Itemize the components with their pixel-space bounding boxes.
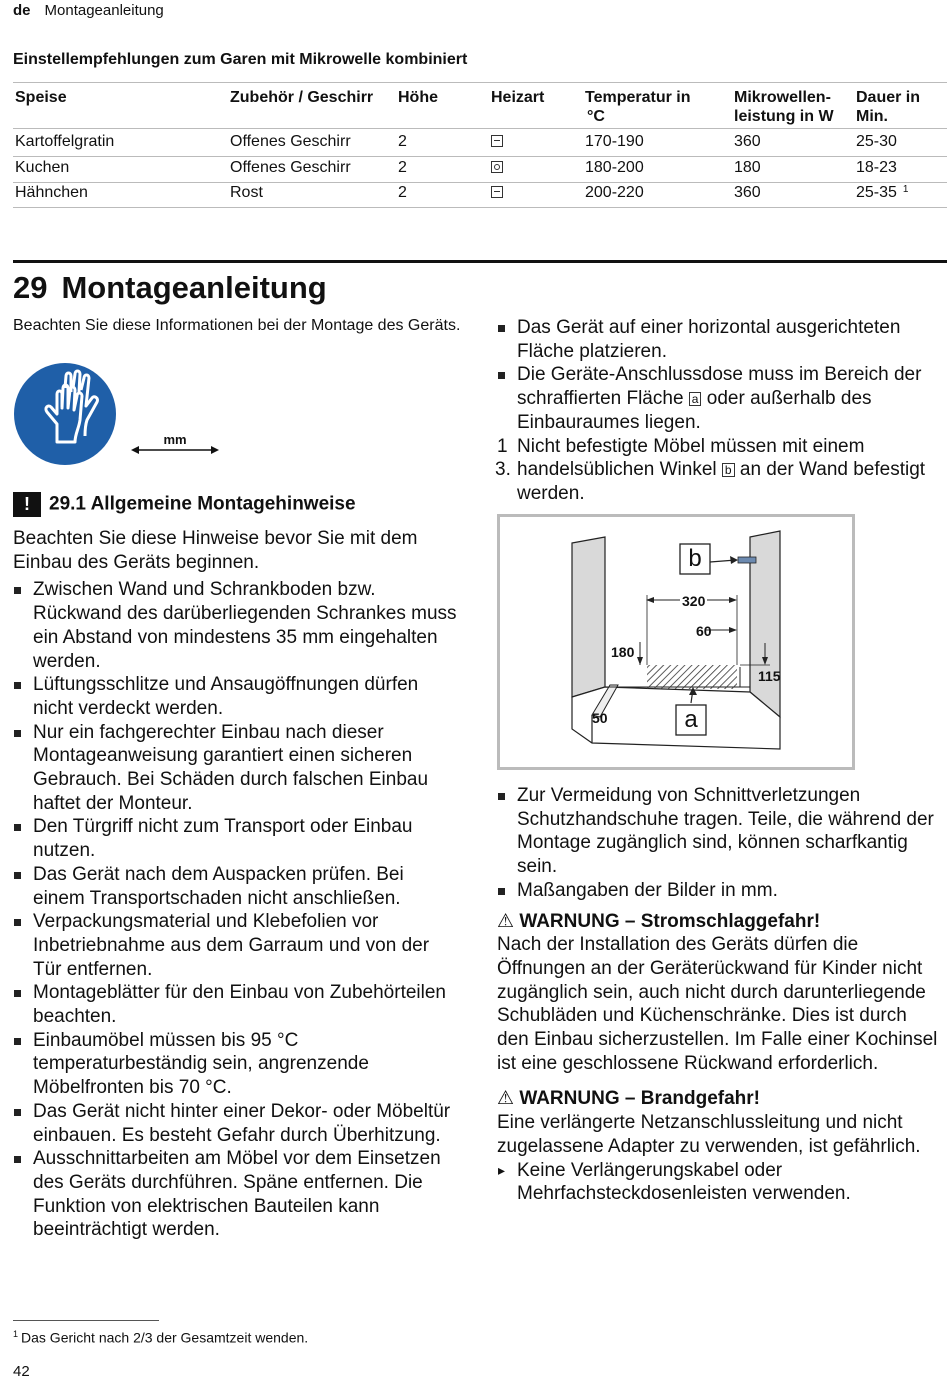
right-column-bottom (497, 784, 942, 1206)
language-code: de (13, 2, 31, 19)
list-item: Einbaumöbel müssen bis 95 °C temperaturbeständig sein, angrenzende Möbelfronten bis 70 °C. (13, 1029, 458, 1100)
step-item: 1 3. Nicht befestigte Möbel müssen mit einem handelsüblichen Winkel b an der Wand befestigt werden. (495, 435, 926, 504)
warning-icon: ⚠ (497, 910, 515, 932)
table-row-rule (13, 182, 947, 183)
list-item: Zur Vermeidung von Schnittverletzungen Schutzhandschuhe tragen. Teile, die während der Montage zugänglich sind, können scharfkantig sein. (497, 784, 942, 879)
figure-label-b: b (688, 545, 702, 572)
subsection-title (13, 492, 356, 517)
heat-icon (491, 133, 503, 151)
table-row-rule (13, 156, 947, 157)
step-number-1: 1 (497, 435, 508, 457)
figure-dim-60: 60 (696, 623, 712, 639)
list-item: Nur ein fachgerechter Einbau nach dieser Montageanweisung garantiert einen sicheren Gebrauch. Bei Schäden durch falschen Einbau haftet der Monteur. (13, 721, 458, 816)
list-item: Lüftungsschlitze und Ansaugöffnungen dürfen nicht verdeckt werden. (13, 673, 458, 720)
step-number-2: 3. (495, 459, 511, 481)
warning-fire-action: ▸ Keine Verlängerungskabel oder Mehrfachsteckdosenleisten verwenden. (497, 1159, 942, 1206)
footnote-text: Das Gericht nach 2/3 der Gesamtzeit wenden. (21, 1329, 309, 1346)
warning-electric-text: Nach der Installation des Geräts dürfen die Öffnungen an der Geräterückwand für Kinder nicht zugänglich sein, auch nicht durch darunterliegende Schubläden und Küchenschränke. Dies ist durch den Einbau sicherzustellen. Im Falle einer Kochinsel ist eine geschlossene Rückwand erforderlich. (497, 934, 938, 1074)
col-header-dauer: Dauer in Min. (856, 89, 921, 125)
right-bullet-list-bottom (497, 784, 942, 903)
list-item: Verpackungsmaterial und Klebefolien vor Inbetriebnahme aus dem Garraum und von der Tür entfernen. (13, 910, 458, 981)
table-cell-zubehoer: Rost (230, 184, 263, 201)
table-cell-hoehe: 2 (398, 133, 407, 150)
warning-fire (497, 1087, 942, 1206)
header-title: Montageanleitung (44, 2, 164, 19)
table-cell-dauer: 18-23 (856, 159, 897, 176)
page-header (13, 2, 164, 19)
col-header-mikrowelle: Mikrowellen- leistung in W (734, 89, 834, 125)
table-cell-mw: 180 (734, 159, 761, 176)
table-cell-dauer: 25-30 (856, 133, 897, 150)
table-row-rule (13, 207, 947, 208)
table-cell-zubehoer: Offenes Geschirr (230, 133, 351, 150)
col-header-hoehe: Höhe (398, 89, 438, 106)
warning-electric-title: ⚠ WARNUNG – Stromschlaggefahr! (497, 910, 821, 932)
installation-figure (497, 514, 855, 770)
col-header-heizart: Heizart (491, 89, 545, 106)
subsection-number: 29.1 (49, 493, 86, 515)
label-a-box: a (689, 392, 702, 406)
subsection-intro: Beachten Sie diese Hinweise bevor Sie mit dem Einbau des Geräts beginnen. (13, 528, 418, 573)
table-cell-speise: Kuchen (15, 159, 70, 176)
table-cell-hoehe: 2 (398, 184, 407, 201)
list-item: Das Gerät nicht hinter einer Dekor- oder Möbeltür einbauen. Es besteht Gefahr durch Überhitzung. (13, 1100, 458, 1147)
footnote-ref: 1 (902, 184, 909, 195)
table-cell-speise: Kartoffelgratin (15, 133, 115, 150)
warning-triangle-icon: ! (13, 492, 41, 517)
mm-label: mm (163, 432, 187, 447)
list-item: Ausschnittarbeiten am Möbel vor dem Einsetzen des Geräts durchführen. Späne entfernen. Die Funktion von elektrischen Bauteilen kann beeinträchtigt werden. (13, 1147, 458, 1242)
col-header-speise: Speise (15, 89, 67, 106)
fan-icon (491, 159, 503, 177)
table-cell-dauer: 25-35 $^1$ (856, 184, 909, 201)
left-bullet-list (13, 578, 458, 1242)
table-cell-hoehe: 2 (398, 159, 407, 176)
right-bullet-list-top (497, 316, 942, 435)
footnote-mark: 1 (13, 1329, 19, 1339)
list-item: Das Gerät auf einer horizontal ausgerichteten Fläche platzieren. (497, 316, 942, 363)
label-b-box: b (722, 463, 735, 477)
table-cell-temp: 170-190 (585, 133, 644, 150)
table-cell-mw: 360 (734, 133, 761, 150)
list-item: Die Geräte-Anschlussdose muss im Bereich der schraffierten Fläche a oder außerhalb des Einbauraumes liegen. (497, 363, 942, 434)
gloves-icon (13, 362, 117, 471)
heat-icon (491, 135, 503, 147)
section-intro: Beachten Sie diese Informationen bei der Montage des Geräts. (13, 317, 461, 334)
left-column (13, 527, 458, 1242)
figure-dim-320: 320 (682, 593, 706, 609)
right-column-top (497, 316, 942, 506)
section-title (13, 270, 327, 306)
section-rule (13, 260, 947, 263)
table-title: Einstellempfehlungen zum Garen mit Mikrowelle kombiniert (13, 51, 468, 68)
figure-label-a: a (684, 706, 698, 733)
list-item: Das Gerät nach dem Auspacken prüfen. Bei einem Transportschaden nicht anschließen. (13, 863, 458, 910)
footnote-rule (13, 1320, 159, 1321)
list-item: Montageblätter für den Einbau von Zubehörteilen beachten. (13, 981, 458, 1028)
list-item: Den Türgriff nicht zum Transport oder Einbau nutzen. (13, 815, 458, 862)
section-number: 29 (13, 270, 48, 305)
mm-indicator (131, 432, 219, 456)
warning-fire-text: Eine verlängerte Netzanschlussleitung und nicht zugelassene Adapter zu verwenden, ist gefährlich. (497, 1112, 921, 1157)
warning-electric (497, 910, 942, 1076)
page-number: 42 (13, 1363, 30, 1380)
figure-dim-180: 180 (611, 644, 635, 660)
list-item: Zwischen Wand und Schrankboden bzw. Rückwand des darüberliegenden Schrankes muss ein Abstand von mindestens 35 mm eingehalten werden. (13, 578, 458, 673)
figure-dim-115: 115 (758, 668, 781, 684)
figure-dim-50: 50 (592, 710, 608, 726)
warning-icon: ⚠ (497, 1088, 515, 1110)
col-header-zubehoer: Zubehör / Geschirr (230, 89, 374, 106)
table-cell-zubehoer: Offenes Geschirr (230, 159, 351, 176)
table-top-rule (13, 82, 947, 83)
section-heading: Montageanleitung (61, 270, 327, 305)
subsection-heading: Allgemeine Montagehinweise (90, 493, 356, 515)
warning-fire-title: ⚠ WARNUNG – Brandgefahr! (497, 1088, 761, 1110)
table-cell-speise: Hähnchen (15, 184, 88, 201)
footnote (13, 1329, 308, 1346)
heat-icon (491, 186, 503, 198)
table-cell-temp: 200-220 (585, 184, 644, 201)
heat-icon (491, 184, 503, 202)
table-cell-mw: 360 (734, 184, 761, 201)
fan-icon (491, 161, 503, 173)
list-item: Maßangaben der Bilder in mm. (497, 879, 942, 903)
col-header-temperatur: Temperatur in °C (585, 89, 691, 125)
table-cell-temp: 180-200 (585, 159, 644, 176)
